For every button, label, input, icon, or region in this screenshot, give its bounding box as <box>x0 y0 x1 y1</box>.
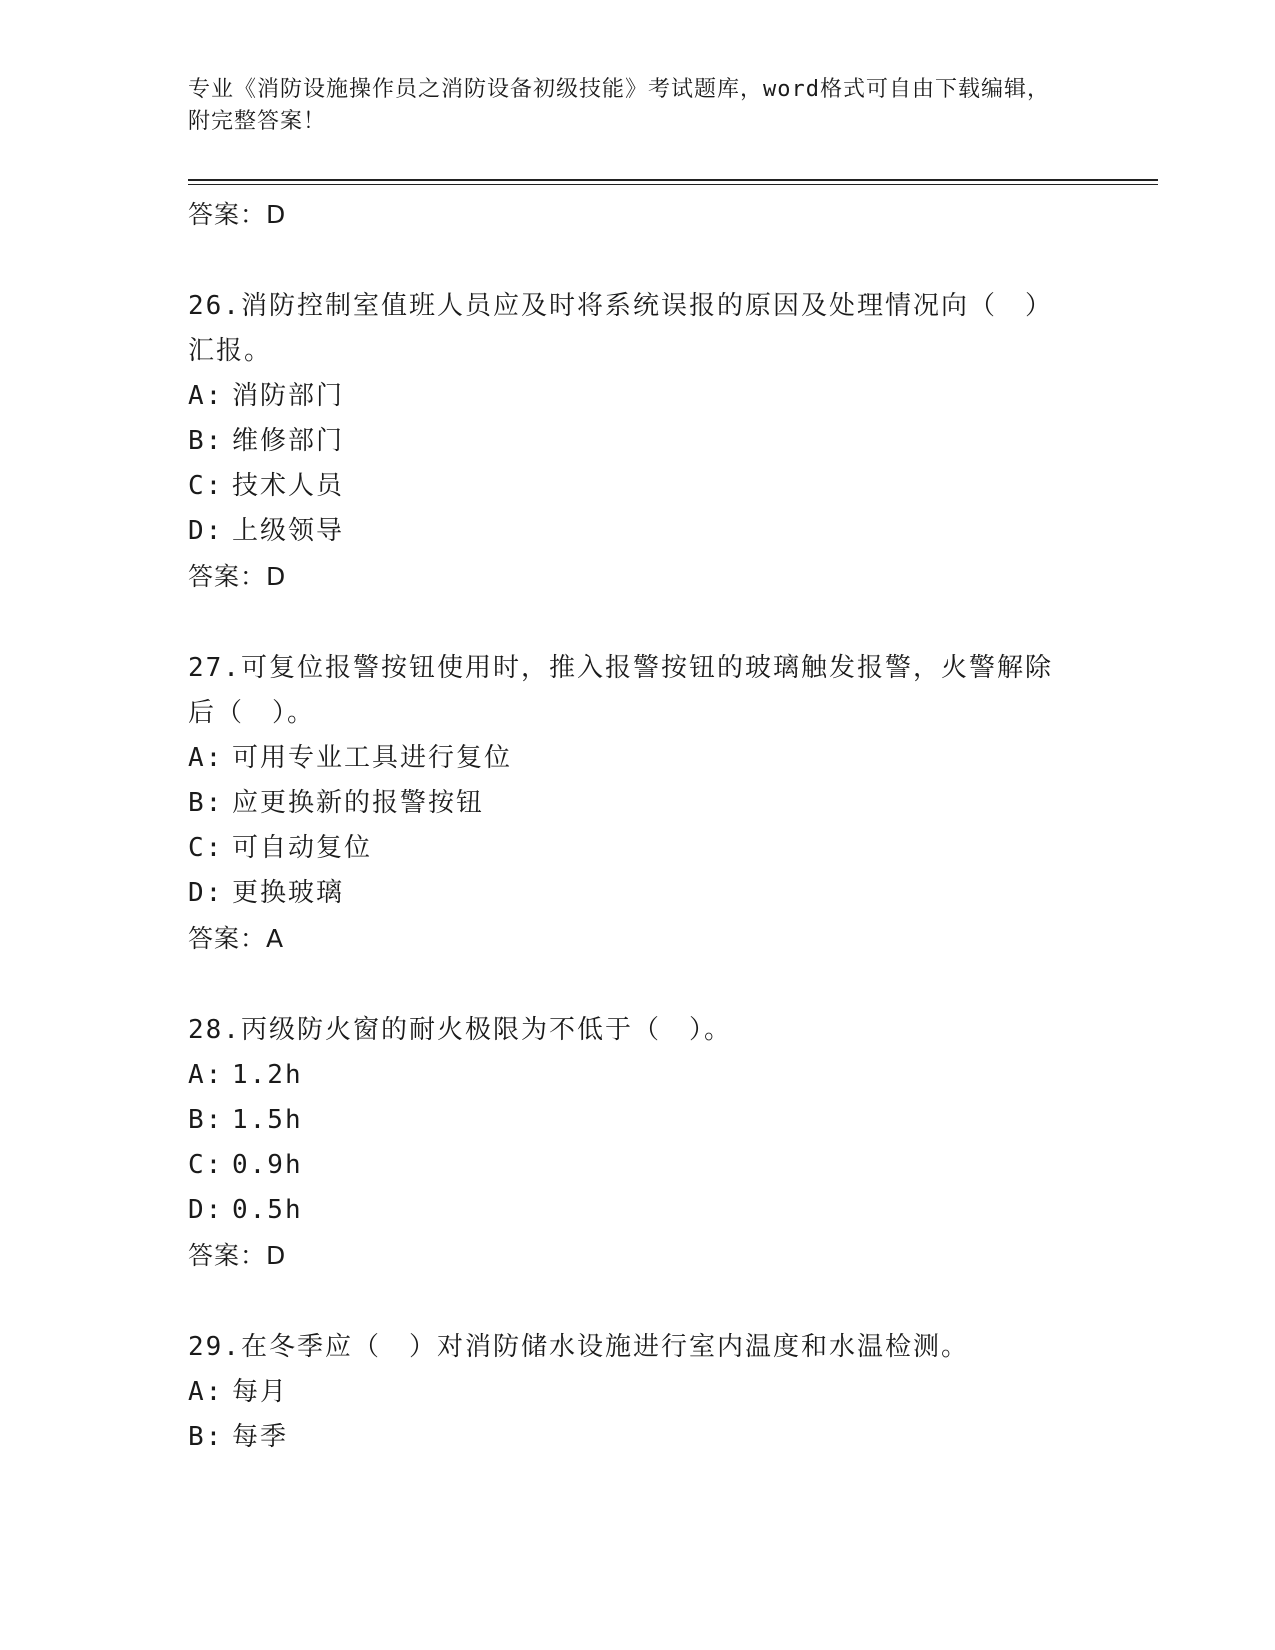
answer-label: 答案： <box>188 200 267 229</box>
option-a <box>188 736 1088 781</box>
question-stem: 26.消防控制室值班人员应及时将系统误报的原因及处理情况向（ ）汇报。 <box>188 291 1053 366</box>
answer-value: D <box>266 200 287 229</box>
answer-label: 答案： <box>188 924 267 953</box>
question-27 <box>188 646 1088 962</box>
option-letter: C: <box>188 1150 224 1180</box>
question-stem: 28.丙级防火窗的耐火极限为不低于（ ）。 <box>188 1015 732 1045</box>
answer-value: D <box>266 1241 287 1270</box>
answer-line <box>188 916 1088 962</box>
option-text: 每月 <box>232 1377 289 1407</box>
option-d <box>188 871 1088 916</box>
document-header: 专业《消防设施操作员之消防设备初级技能》考试题库，word格式可自由下载编辑，附完整答案！ <box>188 77 1050 134</box>
answer-line <box>188 554 1088 600</box>
option-d <box>188 1188 1088 1233</box>
option-text: 消防部门 <box>232 381 345 411</box>
option-letter: A: <box>188 1060 224 1090</box>
option-b <box>188 419 1088 464</box>
option-letter: C: <box>188 471 224 501</box>
option-letter: B: <box>188 426 224 456</box>
question-stem: 27.可复位报警按钮使用时，推入报警按钮的玻璃触发报警，火警解除后（ ）。 <box>188 653 1053 728</box>
question-29 <box>188 1325 1088 1460</box>
question-26 <box>188 284 1088 600</box>
option-letter: B: <box>188 1105 224 1135</box>
option-text: 0.5h <box>232 1195 303 1225</box>
question-stem: 29.在冬季应（ ）对消防储水设施进行室内温度和水温检测。 <box>188 1332 969 1362</box>
answer-line <box>188 1233 1088 1279</box>
option-b <box>188 1098 1088 1143</box>
option-text: 更换玻璃 <box>232 878 345 908</box>
answer-line <box>188 192 1088 238</box>
option-a <box>188 374 1088 419</box>
answer-label: 答案： <box>188 1241 267 1270</box>
option-a <box>188 1370 1088 1415</box>
option-text: 1.5h <box>232 1105 303 1135</box>
option-b <box>188 781 1088 826</box>
option-text: 维修部门 <box>232 426 345 456</box>
option-letter: A: <box>188 1377 224 1407</box>
option-text: 可用专业工具进行复位 <box>232 743 513 773</box>
answer-value: D <box>266 562 287 591</box>
header-divider-thick <box>188 179 1158 181</box>
option-letter: D: <box>188 878 224 908</box>
option-text: 应更换新的报警按钮 <box>232 788 485 818</box>
answer-value: A <box>266 924 285 953</box>
option-text: 每季 <box>232 1422 289 1452</box>
option-c <box>188 1143 1088 1188</box>
option-text: 可自动复位 <box>232 833 373 863</box>
option-letter: A: <box>188 743 224 773</box>
option-c <box>188 464 1088 509</box>
option-letter: C: <box>188 833 224 863</box>
option-text: 0.9h <box>232 1150 303 1180</box>
option-a <box>188 1053 1088 1098</box>
option-d <box>188 509 1088 554</box>
option-letter: B: <box>188 1422 224 1452</box>
option-letter: D: <box>188 1195 224 1225</box>
header-divider-thin <box>188 184 1158 185</box>
option-c <box>188 826 1088 871</box>
question-list <box>188 188 1088 1460</box>
option-text: 上级领导 <box>232 516 345 546</box>
option-text: 1.2h <box>232 1060 303 1090</box>
option-b <box>188 1415 1088 1460</box>
option-letter: B: <box>188 788 224 818</box>
option-text: 技术人员 <box>232 471 345 501</box>
option-letter: A: <box>188 381 224 411</box>
answer-label: 答案： <box>188 562 267 591</box>
option-letter: D: <box>188 516 224 546</box>
question-28 <box>188 1008 1088 1279</box>
